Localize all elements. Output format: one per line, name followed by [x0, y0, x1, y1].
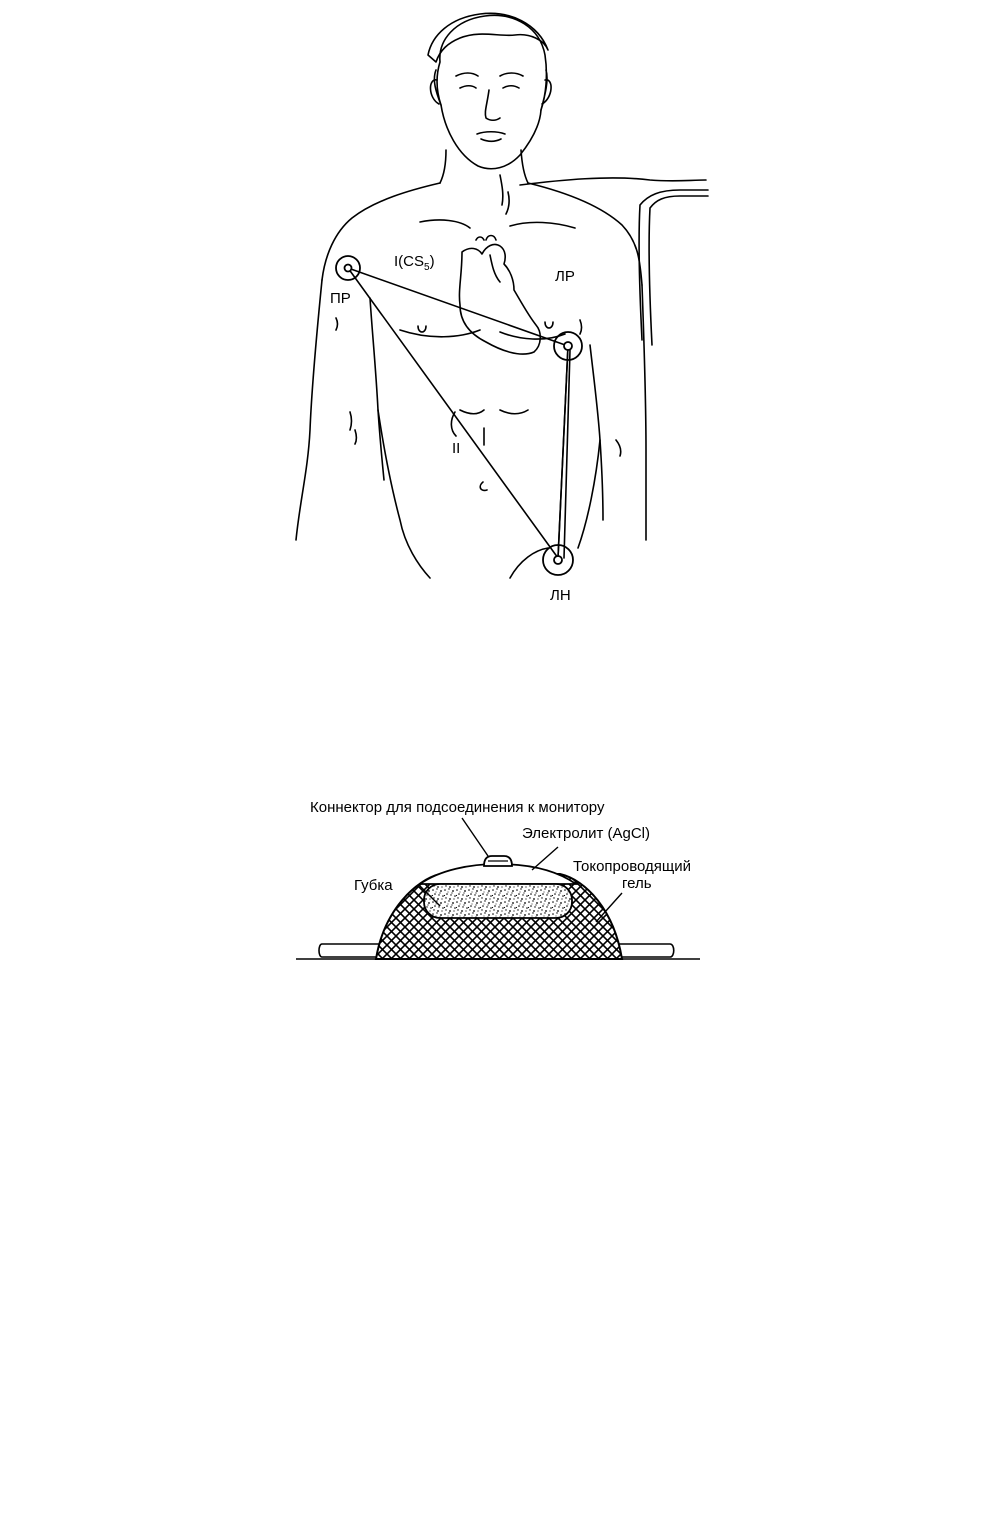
- lead-1-subscript: 5: [424, 262, 430, 273]
- neck: [440, 150, 528, 183]
- torso-left-side: [578, 440, 600, 548]
- electrode-right-arm: [336, 256, 360, 280]
- right-arm-marks: [336, 318, 357, 444]
- neck-detail: [500, 175, 509, 214]
- monitor-cable: [520, 178, 708, 345]
- label-gel-line2: гель: [622, 875, 652, 892]
- lead-1-suffix: ): [429, 253, 435, 270]
- left-shoulder: [528, 183, 642, 285]
- label-connector: Коннектор для подсоединения к монитору: [310, 799, 605, 816]
- hip-line: [510, 548, 548, 578]
- right-arm-inner: [370, 298, 384, 480]
- heart-outline: [459, 244, 540, 354]
- navel: [480, 482, 487, 490]
- face: [441, 105, 541, 169]
- label-left-leg: ЛН: [550, 587, 571, 604]
- clavicle-lines: [420, 220, 575, 228]
- label-lead-2: II: [452, 440, 461, 457]
- mouth: [477, 132, 505, 142]
- heart-vessels: [476, 236, 500, 283]
- label-right-arm: ПР: [330, 290, 351, 307]
- lead-1-prefix: I(CS: [394, 253, 424, 270]
- right-arm-outer: [296, 280, 322, 540]
- label-electrolyte: Электролит (AgCl): [522, 825, 651, 842]
- label-left-arm: ЛР: [555, 268, 575, 285]
- electrolyte-cap: [420, 864, 576, 884]
- eyes: [460, 86, 519, 88]
- head-outline: [434, 15, 547, 110]
- label-sponge: Губка: [354, 877, 393, 894]
- torso-right-side: [378, 410, 430, 578]
- label-gel-line1: Токопроводящий: [573, 858, 692, 875]
- left-arm-outer: [642, 285, 646, 540]
- einthoven-triangle: [348, 268, 568, 558]
- eyebrows: [456, 73, 523, 76]
- sponge: [424, 884, 572, 918]
- label-lead-1: [394, 253, 435, 273]
- nose: [485, 90, 500, 120]
- nipples: [418, 322, 553, 332]
- torso-illustration: [296, 13, 708, 578]
